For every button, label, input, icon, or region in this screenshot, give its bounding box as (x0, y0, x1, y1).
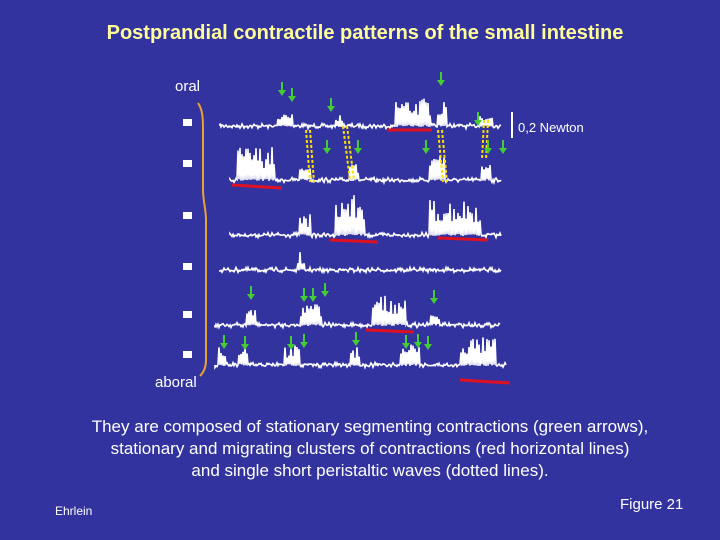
green-arrow-icon (323, 140, 331, 154)
electrode-markers (183, 119, 192, 358)
green-arrow-icon (300, 334, 308, 348)
recording-trace-4 (220, 252, 501, 272)
cluster-line-5 (366, 330, 414, 332)
cluster-line-6 (460, 380, 510, 383)
green-arrow-icon (288, 88, 296, 102)
green-arrow-icon (241, 336, 249, 350)
green-arrow-icon (484, 140, 492, 154)
green-arrow-icon (220, 335, 228, 349)
electrode-marker-4 (183, 263, 192, 270)
recording-trace-3 (230, 195, 501, 237)
electrode-marker-3 (183, 212, 192, 219)
caption (40, 416, 700, 482)
caption-line-3: and single short peristaltic waves (dotted lines). (191, 461, 549, 480)
green-arrow-icon (354, 140, 362, 154)
caption-line-2: stationary and migrating clusters of contractions (red horizontal lines) (110, 439, 630, 458)
green-arrow-icon (422, 140, 430, 154)
peristaltic-wave-2 (343, 126, 350, 180)
cluster-line-3 (330, 240, 378, 242)
electrode-marker-6 (183, 351, 192, 358)
green-arrow-icon (247, 286, 255, 300)
green-arrow-icon (402, 335, 410, 349)
green-arrow-icon (300, 288, 308, 302)
green-arrow-icon (499, 140, 507, 154)
cluster-line-2 (232, 185, 282, 188)
recording-trace-5 (215, 296, 500, 328)
scale-bar-label: 0,2 Newton (518, 120, 584, 135)
caption-line-1: They are composed of stationary segmenting contractions (green arrows), (91, 417, 649, 436)
green-arrow-icon (309, 288, 317, 302)
green-arrow-icon (278, 82, 286, 96)
green-arrow-icon (424, 336, 432, 350)
recording-trace-6 (215, 337, 506, 367)
green-arrow-icon (352, 332, 360, 346)
trace-group (215, 99, 506, 368)
figure-number: Figure 21 (620, 496, 684, 513)
recording-trace-2 (230, 147, 501, 182)
green-arrow-icon (414, 334, 422, 348)
segment-bracket (198, 103, 206, 376)
recording-trace-1 (220, 99, 501, 129)
electrode-marker-5 (183, 311, 192, 318)
green-arrow-icon (287, 336, 295, 350)
author-credit: Ehrlein (55, 504, 93, 518)
green-arrow-icon (437, 72, 445, 86)
electrode-marker-1 (183, 119, 192, 126)
oral-label: oral (175, 78, 201, 95)
green-arrow-icon (327, 98, 335, 112)
slide-title: Postprandial contractile patterns of the small intestine (106, 22, 624, 44)
aboral-label: aboral (155, 374, 197, 391)
electrode-marker-2 (183, 160, 192, 167)
green-arrow-icon (321, 283, 329, 297)
cluster-line-4 (438, 238, 488, 240)
green-arrow-icon (430, 290, 438, 304)
